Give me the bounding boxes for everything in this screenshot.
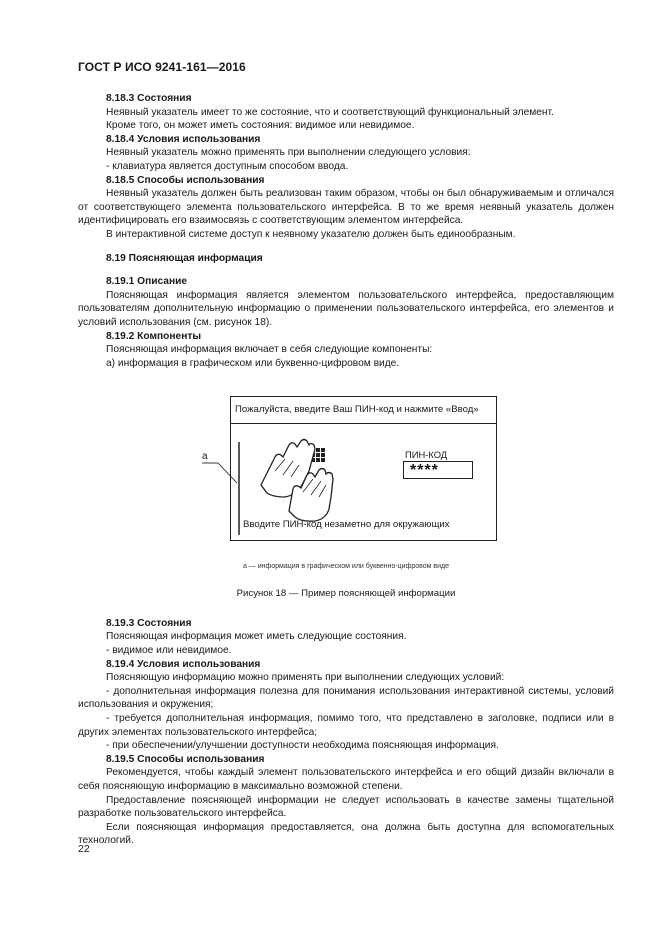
section-heading-8-19-4: 8.19.4 Условия использования xyxy=(106,658,261,670)
figure-note: a — информация в графическом или буквенно-цифровом виде xyxy=(242,563,450,571)
paragraph: Предоставление поясняющей информации не следует использовать в качестве замены тщательной разработке пользовательского интерфейса. xyxy=(78,794,614,820)
page-number: 22 xyxy=(78,843,90,855)
list-item: - требуется дополнительная информация, помимо того, что представлено в заголовке, подписи или в других элементах пользовательского интерфейса; xyxy=(78,713,614,738)
list-item: - дополнительная информация полезна для понимания использования интерактивной системы, условий использования и окружения; xyxy=(78,685,614,711)
list-item: - при обеспечении/улучшении доступности необходима поясняющая информация. xyxy=(106,740,499,752)
figure-18 xyxy=(78,388,614,583)
paragraph: В интерактивной системе доступ к неявному указателю должен быть единообразным. xyxy=(106,228,516,240)
section-heading-8-18-3: 8.18.3 Состояния xyxy=(106,93,192,104)
list-item: а) информация в графическом или буквенно-цифровом виде. xyxy=(106,357,400,369)
section-heading-8-18-4: 8.18.4 Условия использования xyxy=(106,133,261,145)
paragraph: Если поясняющая информация предоставляется, она должна быть доступна для вспомогательных технологий. xyxy=(78,821,614,847)
paragraph: Неявный указатель должен быть реализован таким образом, чтобы он был обнаруживаемым и отличался от соответствующего элемента пользовательского интерфейса. В то же время неявный указатель должен идентифицировать его взаимосвязь с соответствующим элементом интерфейса. xyxy=(78,188,614,227)
pin-entry-screen xyxy=(230,396,497,541)
pin-prompt-text: Пожалуйста, введите Ваш ПИН-код и нажмите «Ввод» xyxy=(231,397,496,424)
section-heading-8-19: 8.19 Поясняющая информация xyxy=(106,252,263,264)
paragraph: Неявный указатель можно применять при выполнении следующего условия: xyxy=(106,147,471,159)
paragraph: Поясняющая информация может иметь следующие состояния. xyxy=(106,631,407,643)
section-heading-8-18-5: 8.18.5 Способы использования xyxy=(106,174,265,186)
hint-text: Вводите ПИН-код незаметно для окружающих xyxy=(243,519,450,531)
paragraph: Поясняющая информация является элементом пользовательского интерфейса, предоставляющим пользователям дополнительную информацию о применении пользовательского интерфейса, его элементов и условий использования (см. рисунок 18). xyxy=(78,289,614,328)
paragraph: Рекомендуется, чтобы каждый элемент пользовательского интерфейса и его общий дизайн включали в себя поясняющую информацию в максимально возможной степени. xyxy=(78,767,614,792)
list-item: - видимое или невидимое. xyxy=(106,645,232,657)
paragraph: Кроме того, он может иметь состояния: видимое или невидимое. xyxy=(106,120,415,132)
paragraph: Поясняющую информацию можно применять при выполнении следующих условий: xyxy=(106,672,505,684)
section-heading-8-19-5: 8.19.5 Способы использования xyxy=(106,753,265,765)
callout-label: a xyxy=(202,451,208,463)
figure-caption: Рисунок 18 — Пример поясняющей информации xyxy=(236,588,456,600)
section-heading-8-19-3: 8.19.3 Состояния xyxy=(106,617,192,629)
section-heading-8-19-2: 8.19.2 Компоненты xyxy=(106,330,202,342)
section-heading-8-19-1: 8.19.1 Описание xyxy=(106,276,188,288)
pin-field-label: ПИН-КОД xyxy=(405,449,448,461)
document-body xyxy=(78,92,614,848)
pin-input: **** xyxy=(403,461,473,479)
paragraph: Поясняющая информация включает в себя следующие компоненты: xyxy=(106,344,433,356)
document-header: ГОСТ Р ИСО 9241-161—2016 xyxy=(78,60,246,74)
paragraph: Неявный указатель имеет то же состояние, что и соответствующий функциональный элемент. xyxy=(106,106,554,118)
list-item: - клавиатура является доступным способом ввода. xyxy=(106,160,349,172)
